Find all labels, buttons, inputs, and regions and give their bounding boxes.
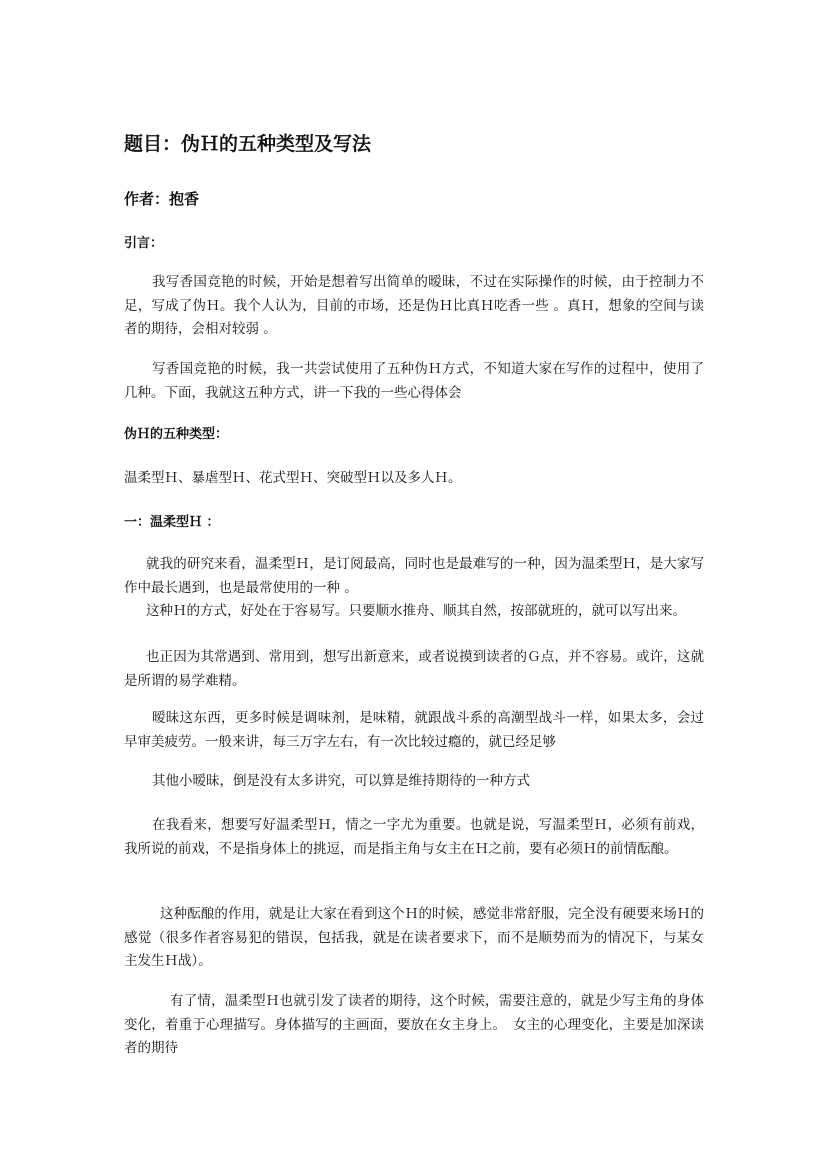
section-1-paragraph-1: 就我的研究来看，温柔型Ｈ，是订阅最高，同时也是最难写的一种，因为温柔型Ｈ，是大家写作中最长遇到，也是最常使用的一种 。	[124, 556, 704, 596]
section-1-paragraph-7: 这种酝酿的作用，就是让大家在看到这个Ｈ的时候，感觉非常舒服，完全没有硬要来场Ｈ的感觉（很多作者容易犯的错误，包括我，就是在读者要求下，而不是顺势而为的情况下，与某女主发生Ｈ战）。	[124, 906, 704, 969]
author-line: 作者：抱香	[124, 190, 200, 208]
types-list: 温柔型Ｈ、暴虐型Ｈ、花式型Ｈ、突破型Ｈ以及多人Ｈ。	[124, 470, 462, 486]
section-1-paragraph-8: 有了情，温柔型Ｈ也就引发了读者的期待，这个时候，需要注意的，就是少写主角的身体变化，着重于心理描写。身体描写的主画面，要放在女主身上。 女主的心理变化，主要是加深读者的期待	[124, 993, 704, 1056]
document-title: 题目：伪Ｈ的五种类型及写法	[124, 133, 372, 155]
section-1-paragraph-4: 暧昧这东西，更多时候是调味剂，是味精，就跟战斗系的高潮型战斗一样，如果太多，会过早审美疲劳。一般来讲，每三万字左右，有一次比较过瘾的，就已经足够	[124, 710, 704, 750]
section-1-paragraph-6: 在我看来，想要写好温柔型Ｈ，情之一字尤为重要。也就是说，写温柔型Ｈ，必须有前戏，我所说的前戏，不是指身体上的挑逗，而是指主角与女主在Ｈ之前，要有必须Ｈ的前情酝酿。	[124, 817, 704, 857]
section-1-paragraph-2: 这种Ｈ的方式，好处在于容易写。只要顺水推舟、顺其自然，按部就班的，就可以写出来。	[146, 603, 686, 619]
section-1-heading: 一：温柔型Ｈ ：	[124, 515, 220, 530]
types-heading: 伪Ｈ的五种类型：	[124, 427, 229, 442]
intro-paragraph-2: 写香国竞艳的时候，我一共尝试使用了五种伪Ｈ方式，不知道大家在写作的过程中，使用了几种。下面，我就这五种方式，讲一下我的一些心得体会	[124, 361, 704, 401]
intro-paragraph-1: 我写香国竞艳的时候，开始是想着写出简单的暧昧，不过在实际操作的时候，由于控制力不足，写成了伪Ｈ。我个人认为，目前的市场，还是伪Ｈ比真Ｈ吃香一些 。真Ｈ，想象的空间与读者的期待，会相对较弱 。	[124, 274, 704, 337]
section-1-paragraph-5: 其他小暧昧，倒是没有太多讲究，可以算是维持期待的一种方式	[152, 773, 530, 789]
section-1-paragraph-3: 也正因为其常遇到、常用到，想写出新意来，或者说摸到读者的Ｇ点，并不容易。或许，这就是所谓的易学难精。	[124, 649, 704, 689]
intro-heading: 引言：	[124, 236, 164, 251]
